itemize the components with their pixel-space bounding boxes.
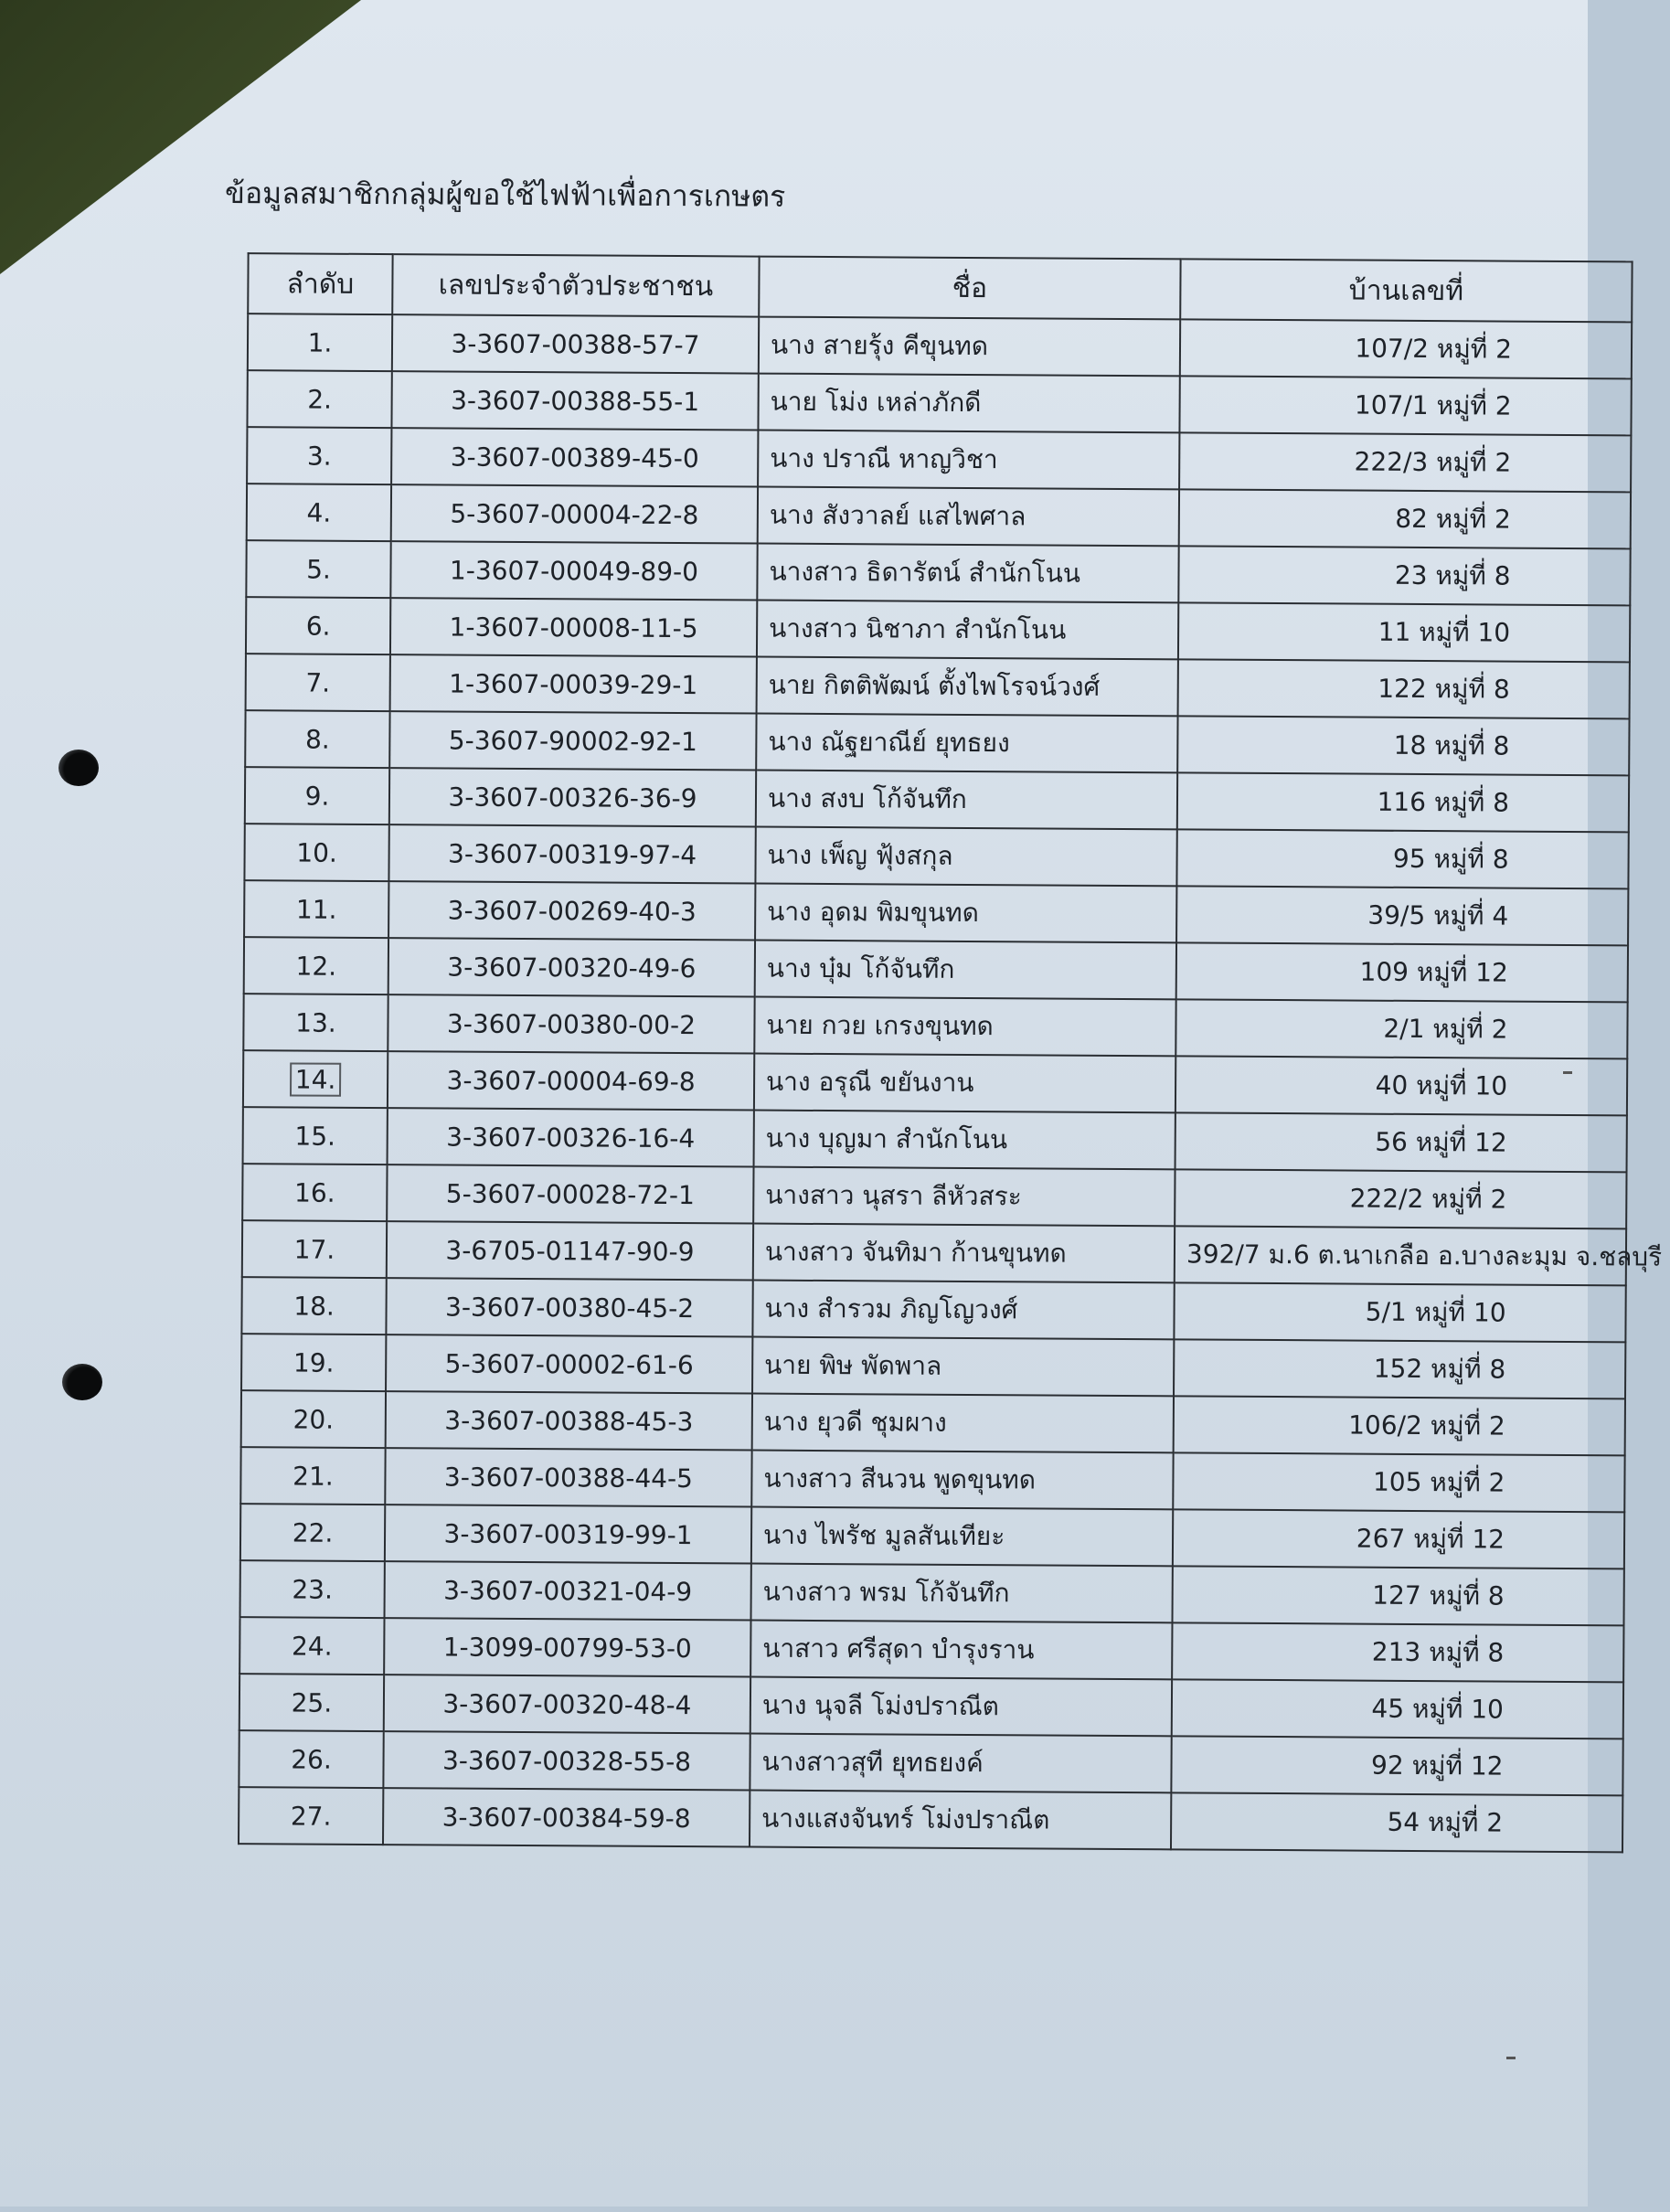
row-citizen-id: 3-3607-00321-04-9 <box>385 1561 751 1620</box>
table-row <box>247 427 1631 492</box>
row-name: นาง ณัฐยาณีย์ ยุทธยง <box>756 714 1177 773</box>
row-citizen-id: 3-3607-00326-36-9 <box>389 768 756 826</box>
row-name: นาง อุดม พิมขุนทด <box>755 884 1176 943</box>
table-row <box>240 1560 1624 1625</box>
row-name: นาง ยุวดี ชุมผาง <box>752 1394 1174 1453</box>
row-citizen-id: 1-3607-00039-29-1 <box>390 654 757 713</box>
row-name: นาย พิษ พัดพาล <box>752 1337 1174 1397</box>
row-name: นางสาวสุที ยุทธยงค์ <box>750 1734 1171 1793</box>
header-no: ลำดับ <box>248 253 392 314</box>
row-address: 39/5 หมู่ที่ 4 <box>1176 886 1628 945</box>
table-row <box>243 1050 1627 1115</box>
row-name: นาง สายรุ้ง คีขุนทด <box>759 317 1180 377</box>
table-row <box>246 540 1630 605</box>
row-name: นาง อรุณี ขยันงาน <box>754 1054 1175 1113</box>
row-number: 17. <box>242 1220 387 1278</box>
row-address: 23 หมู่ที่ 8 <box>1178 546 1630 605</box>
row-number: 21. <box>240 1447 385 1505</box>
row-address: 40 หมู่ที่ 10 <box>1175 1056 1627 1115</box>
table-row <box>239 1730 1622 1795</box>
row-name: นาง นุจลี โม่งปราณีต <box>750 1677 1172 1737</box>
row-name: นาง สำรวม ภิญโญวงศ์ <box>752 1281 1174 1340</box>
row-citizen-id: 5-3607-00004-22-8 <box>391 484 758 543</box>
row-name: นาย โม่ง เหล่าภักดี <box>758 374 1179 433</box>
table-row <box>245 710 1629 775</box>
row-address: 82 หมู่ที่ 2 <box>1179 489 1631 548</box>
row-name: นาง เพ็ญ ฟุ้งสกุล <box>755 827 1176 887</box>
row-address: 222/3 หมู่ที่ 2 <box>1179 432 1631 492</box>
row-citizen-id: 3-3607-00320-49-6 <box>388 938 755 996</box>
row-name: นาง บุญมา สำนักโนน <box>754 1111 1175 1170</box>
row-citizen-id: 3-3607-00388-44-5 <box>385 1448 751 1506</box>
table-row <box>239 1787 1622 1852</box>
row-number: 20. <box>241 1390 386 1448</box>
row-address: 2/1 หมู่ที่ 2 <box>1175 999 1627 1058</box>
row-number: 2. <box>247 370 391 428</box>
row-name: นางสาว นิชาภา สำนักโนน <box>757 601 1178 660</box>
row-address: 18 หมู่ที่ 8 <box>1177 716 1629 775</box>
boxed-row-number: 14. <box>290 1062 342 1096</box>
table-row <box>242 1220 1626 1285</box>
table-row <box>241 1390 1625 1455</box>
row-address: 127 หมู่ที่ 8 <box>1172 1566 1623 1625</box>
row-citizen-id: 1-3607-00008-11-5 <box>390 598 757 656</box>
row-number: 11. <box>244 880 388 938</box>
row-number: 13. <box>243 994 388 1051</box>
table-row <box>240 1504 1624 1569</box>
table-row <box>245 767 1629 832</box>
table-row <box>241 1277 1625 1342</box>
row-name: นาง บุ๋ม โก้จันทึก <box>755 941 1176 1000</box>
row-address: 54 หมู่ที่ 2 <box>1171 1792 1622 1852</box>
row-number: 8. <box>245 710 389 768</box>
row-name: นางสาว นุสรา ลีหัวสระ <box>753 1167 1175 1227</box>
row-citizen-id: 3-3607-00319-97-4 <box>388 824 755 883</box>
row-name: นาย กิตติพัฒน์ ตั้งไพโรจน์วงศ์ <box>757 657 1178 717</box>
row-address: 56 หมู่ที่ 12 <box>1175 1112 1627 1172</box>
table-header-row <box>248 253 1632 322</box>
table-row <box>242 1164 1626 1228</box>
row-number: 27. <box>239 1787 383 1845</box>
row-citizen-id: 3-3607-00380-00-2 <box>388 994 754 1053</box>
row-address: 107/1 หมู่ที่ 2 <box>1179 376 1631 435</box>
row-number: 7. <box>246 654 390 711</box>
row-number <box>243 1050 388 1108</box>
row-address: 107/2 หมู่ที่ 2 <box>1180 319 1632 378</box>
row-number: 5. <box>246 540 390 598</box>
row-citizen-id: 3-3607-00269-40-3 <box>388 881 755 940</box>
table-row <box>243 994 1627 1058</box>
row-name: นางสาว สีนวน พูดขุนทด <box>751 1451 1173 1510</box>
row-address: 5/1 หมู่ที่ 10 <box>1174 1282 1625 1342</box>
row-address: 95 หมู่ที่ 8 <box>1176 829 1628 888</box>
row-name: นาง ปราณี หาญวิชา <box>758 431 1179 490</box>
row-address: 213 หมู่ที่ 8 <box>1172 1622 1623 1682</box>
members-table-body <box>239 314 1663 1852</box>
row-number: 4. <box>247 484 391 541</box>
row-citizen-id: 3-3607-00389-45-0 <box>391 428 758 486</box>
row-number: 25. <box>239 1674 384 1731</box>
row-citizen-id: 3-3607-00319-99-1 <box>385 1505 751 1563</box>
row-address: 116 หมู่ที่ 8 <box>1177 772 1629 832</box>
row-name: นาสาว ศรีสุดา บำรุงราน <box>750 1621 1172 1680</box>
row-address: 392/7 ม.6 ต.นาเกลือ อ.บางละมุม จ.ชลบุรี <box>1175 1226 1626 1285</box>
row-citizen-id: 1-3607-00049-89-0 <box>390 541 757 600</box>
row-address: 122 หมู่ที่ 8 <box>1178 659 1630 718</box>
row-number: 23. <box>240 1560 385 1618</box>
row-address: 45 หมู่ที่ 10 <box>1172 1679 1623 1739</box>
header-id: เลขประจำตัวประชาชน <box>392 254 759 316</box>
table-row <box>241 1334 1625 1398</box>
row-citizen-id: 3-3607-00388-45-3 <box>386 1391 752 1450</box>
row-citizen-id: 5-3607-90002-92-1 <box>389 711 756 770</box>
row-citizen-id: 3-3607-00384-59-8 <box>383 1788 750 1846</box>
table-row <box>248 314 1632 378</box>
row-number: 1. <box>248 314 392 371</box>
row-citizen-id: 5-3607-00028-72-1 <box>387 1164 753 1223</box>
table-row <box>244 880 1628 945</box>
row-number: 19. <box>241 1334 386 1391</box>
table-row <box>247 484 1631 548</box>
row-number: 15. <box>243 1107 388 1164</box>
table-row <box>244 824 1628 888</box>
row-name: นาง ไพรัช มูลสันเทียะ <box>751 1507 1173 1567</box>
row-address: 11 หมู่ที่ 10 <box>1178 602 1630 662</box>
row-citizen-id: 3-3607-00326-16-4 <box>388 1108 754 1166</box>
document-title: ข้อมูลสมาชิกกลุ่มผู้ขอใช้ไฟฟ้าเพื่อการเกษตร <box>224 175 786 214</box>
row-address: 109 หมู่ที่ 12 <box>1176 942 1628 1002</box>
table-row <box>244 937 1628 1002</box>
row-name: นางสาว พรม โก้จันทึก <box>751 1564 1173 1623</box>
table-row <box>246 654 1630 718</box>
row-name: นาง สังวาลย์ แสไพศาล <box>758 487 1179 547</box>
row-citizen-id: 3-3607-00328-55-8 <box>383 1731 750 1790</box>
table-row <box>243 1107 1627 1172</box>
table-row <box>239 1674 1623 1739</box>
row-citizen-id: 3-3607-00004-69-8 <box>388 1051 754 1110</box>
row-name: นางแสงจันทร์ โม่งปราณีต <box>750 1791 1171 1850</box>
row-number: 6. <box>246 597 390 654</box>
members-table <box>238 252 1663 1853</box>
row-number: 22. <box>240 1504 385 1561</box>
row-citizen-id: 1-3099-00799-53-0 <box>384 1618 750 1676</box>
row-address: 267 หมู่ที่ 12 <box>1173 1509 1624 1569</box>
row-number: 16. <box>242 1164 387 1221</box>
row-address: 106/2 หมู่ที่ 2 <box>1174 1396 1625 1455</box>
table-row <box>247 370 1631 435</box>
row-citizen-id: 3-3607-00388-55-1 <box>391 371 758 430</box>
row-name: นาง สงบ โก้จันทึก <box>756 771 1177 830</box>
row-address: 222/2 หมู่ที่ 2 <box>1175 1169 1626 1228</box>
table-row <box>240 1447 1624 1512</box>
row-number: 18. <box>241 1277 386 1335</box>
row-number: 26. <box>239 1730 383 1788</box>
row-address: 152 หมู่ที่ 8 <box>1174 1339 1625 1398</box>
row-number: 10. <box>244 824 388 881</box>
table-row <box>246 597 1630 662</box>
row-name: นางสาว ธิดารัตน์ สำนักโนน <box>757 544 1178 603</box>
row-name: นางสาว จันทิมา ก้านขุนทด <box>753 1224 1175 1283</box>
row-citizen-id: 3-6705-01147-90-9 <box>387 1221 753 1280</box>
row-address: 92 หมู่ที่ 12 <box>1171 1736 1622 1795</box>
row-address: 105 หมู่ที่ 2 <box>1173 1452 1624 1512</box>
row-number: 24. <box>239 1617 384 1675</box>
table-row <box>239 1617 1623 1682</box>
row-citizen-id: 5-3607-00002-61-6 <box>386 1335 752 1393</box>
header-address: บ้านเลขที่ <box>1180 259 1632 322</box>
row-number: 12. <box>244 937 388 994</box>
row-citizen-id: 3-3607-00388-57-7 <box>392 314 759 373</box>
row-number: 3. <box>247 427 391 484</box>
row-number: 9. <box>245 767 389 824</box>
row-name: นาย กวย เกรงขุนทด <box>754 997 1175 1057</box>
row-citizen-id: 3-3607-00320-48-4 <box>384 1675 750 1733</box>
header-name: ชื่อ <box>759 257 1180 320</box>
row-citizen-id: 3-3607-00380-45-2 <box>386 1278 752 1336</box>
